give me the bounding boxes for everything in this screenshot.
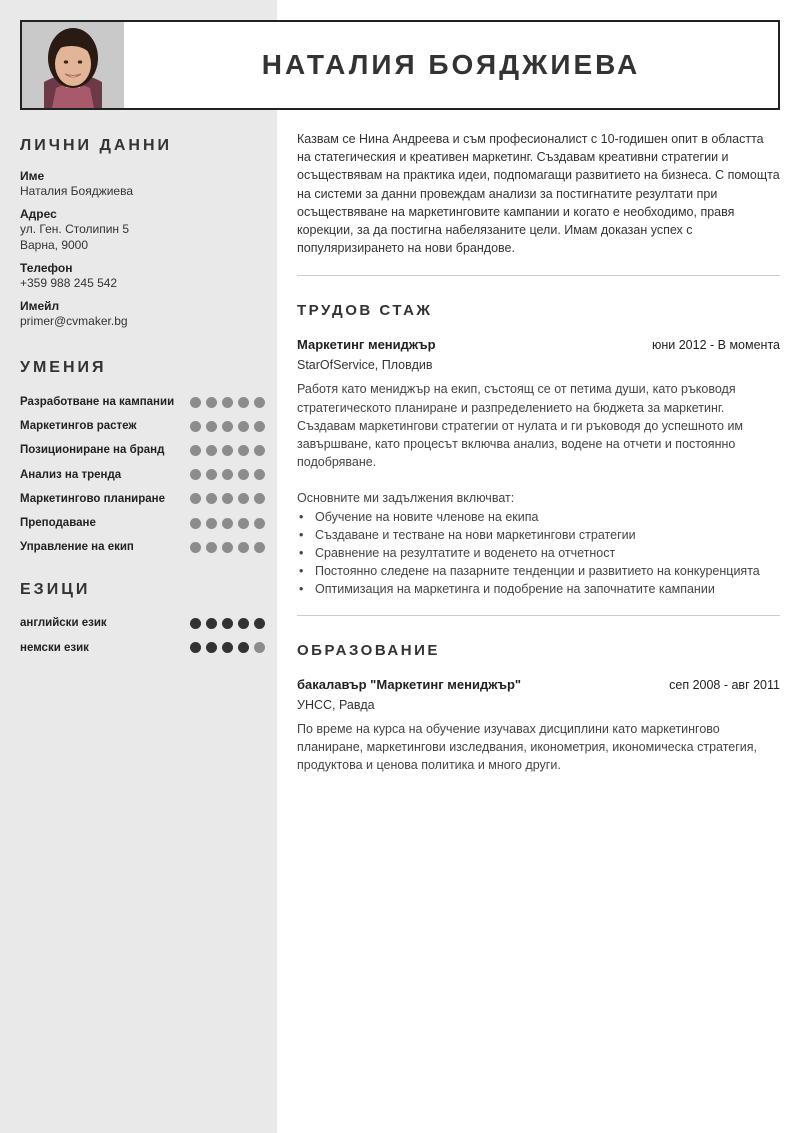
skill-row	[20, 535, 265, 559]
rating-dot-icon	[206, 397, 217, 408]
rating-dot-icon	[190, 445, 201, 456]
rating-dot-icon	[238, 469, 249, 480]
rating-dot-icon	[190, 542, 201, 553]
rating-dot-icon	[190, 518, 201, 529]
job-organization: StarOfService, Пловдив	[297, 358, 433, 373]
rating-dot-icon	[206, 469, 217, 480]
job-description: Работя като мениджър на екип, състоящ се от петима души, като ръководя стратегическото планиране и разпределението на бюджета за маркетинг. Създавам маркетингови стратегии от нулата и ги ръководя до успешното им завършване, като процесът включва анализ, водене на отчети и постоянно подобряване.	[297, 382, 744, 470]
list-item: • Оптимизация на маркетинга и подобрение на започнатите кампании	[297, 580, 780, 598]
personal-field-value: Варна, 9000	[20, 238, 89, 252]
education-dates: сеп 2008 - авг 2011	[669, 677, 780, 692]
skill-row-name: Маркетингово планиране	[20, 492, 166, 505]
skills-title: УМЕНИЯ	[20, 359, 107, 376]
full-name: НАТАЛИЯ БОЯДЖИЕВА	[261, 49, 641, 80]
rating-dot-icon	[238, 397, 249, 408]
rating-dot-icon	[206, 445, 217, 456]
education-description: По време на курса на обучение изучавах дисциплини като маркетингово планиране, маркетингови изследвания, иконометрия, икономическа стратегия, продуктова и ценова политика и много други.	[297, 721, 758, 773]
rating-dot-icon	[254, 493, 265, 504]
personal-field-label: Телефон	[20, 261, 73, 275]
rating-dot-icon	[190, 469, 201, 480]
rating-dot-icon	[222, 421, 233, 432]
language-row	[20, 636, 265, 660]
rating-dot-icon	[222, 518, 233, 529]
rating-dot-icon	[254, 421, 265, 432]
personal-details-title: ЛИЧНИ ДАННИ	[20, 137, 173, 154]
rating-dot-icon	[222, 542, 233, 553]
skill-row-name: Маркетингов растеж	[20, 420, 137, 433]
language-row-name: немски език	[20, 641, 89, 654]
rating-dot-icon	[190, 421, 201, 432]
rating-dot-icon	[190, 642, 201, 653]
rating-dot-icon	[238, 518, 249, 529]
rating-dot-icon	[222, 493, 233, 504]
job-dates: юни 2012 - В момента	[652, 338, 780, 353]
rating-dots	[190, 642, 265, 653]
rating-dot-icon	[206, 642, 217, 653]
rating-dot-icon	[206, 493, 217, 504]
list-item: • Създаване и тестване на нови маркетингови стратегии	[297, 526, 780, 544]
personal-field-label: Име	[20, 169, 45, 183]
rating-dot-icon	[206, 618, 217, 629]
job-entry	[297, 337, 780, 598]
rating-dot-icon	[190, 618, 201, 629]
list-item: • Сравнение на резултатите и воденето на отчетност	[297, 544, 780, 562]
rating-dot-icon	[222, 469, 233, 480]
rating-dots	[190, 469, 265, 480]
rating-dot-icon	[206, 518, 217, 529]
rating-dot-icon	[206, 542, 217, 553]
education-degree: бакалавър "Маркетинг мениджър"	[297, 676, 522, 692]
rating-dots	[190, 493, 265, 504]
rating-dot-icon	[238, 445, 249, 456]
rating-dots	[190, 542, 265, 553]
skill-row-name: Управление на екип	[20, 541, 134, 554]
rating-dot-icon	[222, 445, 233, 456]
personal-field-value: ул. Ген. Столипин 5	[20, 222, 130, 236]
language-row	[20, 611, 265, 635]
rating-dot-icon	[190, 397, 201, 408]
divider	[297, 615, 780, 616]
list-item: • Обучение на новите членове на екипа	[297, 508, 780, 526]
rating-dot-icon	[206, 421, 217, 432]
rating-dot-icon	[254, 397, 265, 408]
skill-row	[20, 390, 265, 414]
skill-row-name: Преподаване	[20, 517, 96, 530]
rating-dot-icon	[222, 642, 233, 653]
education-institution: УНСС, Равда	[297, 697, 375, 712]
personal-field-value: Наталия Бояджиева	[20, 184, 134, 198]
rating-dot-icon	[222, 397, 233, 408]
personal-field-value: primer@cvmaker.bg	[20, 314, 128, 328]
profile-summary: Казвам се Нина Андреева и съм професионалист с 10-годишен опит в областта на статегическия и креативен маркетинг. Създавам креативни стратегии и осъществявам на практика идеи, подпомагащи развитието на бизнеса. С помощта на системи за данни провеждам анализи за постигнатите резултати при осъществяване на маркетинговите кампании и когато е необходимо, правя корекции, за да постигна набелязаните цели. Имам доказан успех с популяризирането на нови брандове.	[297, 132, 780, 256]
rating-dot-icon	[254, 618, 265, 629]
rating-dots	[190, 397, 265, 408]
rating-dot-icon	[254, 445, 265, 456]
languages-title: ЕЗИЦИ	[20, 581, 91, 599]
rating-dot-icon	[238, 642, 249, 653]
profile-photo	[22, 22, 124, 108]
skill-row-name: Анализ на тренда	[20, 468, 122, 481]
rating-dot-icon	[222, 618, 233, 629]
education-entry	[297, 677, 780, 775]
rating-dot-icon	[238, 542, 249, 553]
rating-dot-icon	[238, 618, 249, 629]
language-row-name: английски език	[20, 617, 107, 630]
skill-row-name: Позициониране на бранд	[20, 444, 165, 457]
languages-list	[20, 611, 265, 659]
rating-dots	[190, 421, 265, 432]
job-duties-list	[297, 508, 780, 599]
job-duties-intro: Основните ми задължения включват:	[297, 491, 515, 506]
personal-field-label: Имейл	[20, 299, 60, 313]
main-content	[297, 130, 780, 774]
rating-dot-icon	[254, 542, 265, 553]
skill-row	[20, 511, 265, 535]
list-item: • Постоянно следене на пазарните тенденции и развитието на конкуренцията	[297, 562, 780, 580]
skill-row-name: Разработване на кампании	[20, 396, 175, 409]
personal-field-value: +359 988 245 542	[20, 276, 118, 290]
rating-dots	[190, 445, 265, 456]
sidebar-content	[20, 137, 265, 660]
experience-title: ТРУДОВ СТАЖ	[297, 302, 433, 320]
rating-dot-icon	[254, 469, 265, 480]
skill-row	[20, 487, 265, 511]
personal-field-label: Адрес	[20, 207, 57, 221]
skill-row	[20, 438, 265, 462]
skill-row	[20, 463, 265, 487]
divider	[297, 275, 780, 276]
rating-dot-icon	[238, 421, 249, 432]
rating-dot-icon	[238, 493, 249, 504]
rating-dot-icon	[254, 642, 265, 653]
skills-list	[20, 390, 265, 559]
skill-row	[20, 414, 265, 438]
avatar	[22, 22, 124, 108]
header	[20, 20, 780, 110]
rating-dots	[190, 518, 265, 529]
education-title: ОБРАЗОВАНИЕ	[297, 641, 440, 659]
job-position: Маркетинг мениджър	[297, 337, 436, 353]
rating-dot-icon	[254, 518, 265, 529]
rating-dot-icon	[190, 493, 201, 504]
personal-details	[20, 169, 265, 329]
rating-dots	[190, 618, 265, 629]
